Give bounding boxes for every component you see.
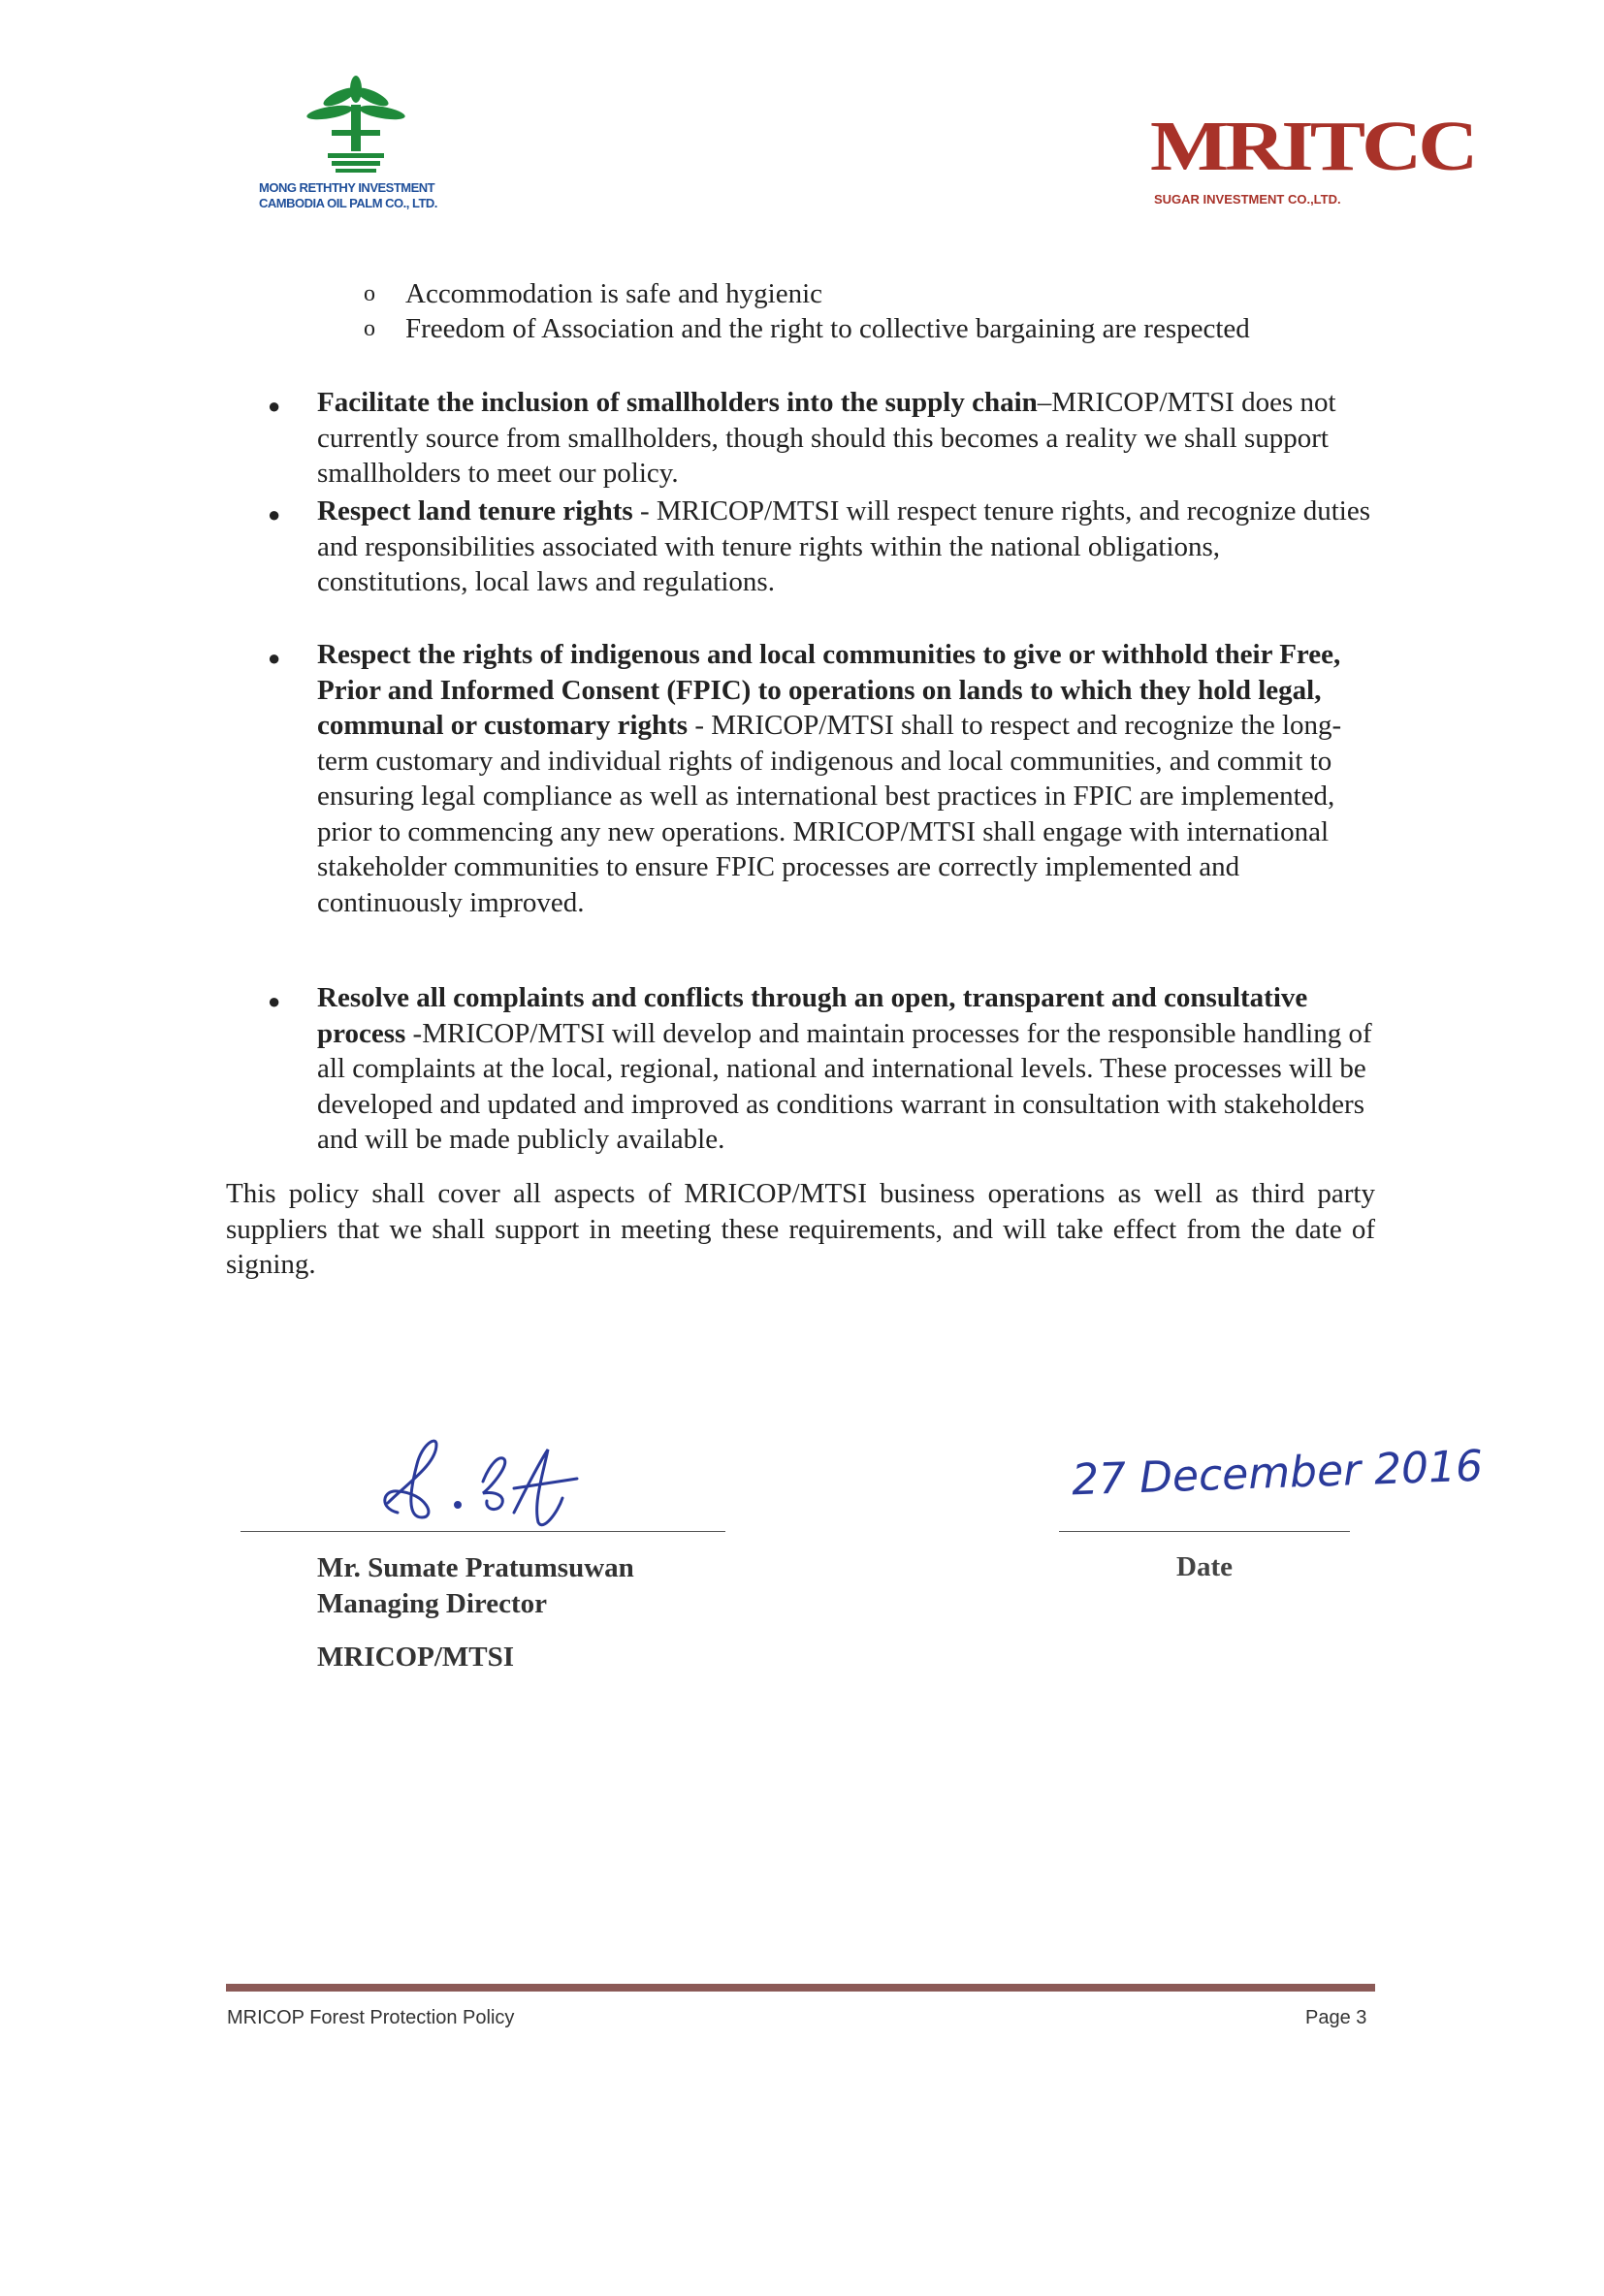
date-line: [1059, 1531, 1350, 1532]
bullet-icon: ●: [268, 394, 281, 418]
signatory-org: MRICOP/MTSI: [317, 1642, 514, 1673]
right-logo-mark: MRITCC: [1150, 106, 1475, 186]
bullet-body: - MRICOP/MTSI shall to respect and recognize the long-term customary and individual rights of indigenous and local communities, and commit to ensuring legal compliance as well as international best practices in FPIC are implemented, prior to commencing any new operations. MRICOP/MTSI shall engage with international stakeholder communities to ensure FPIC processes are correctly implemented and continuously improved.: [317, 710, 1342, 918]
signature-image: [369, 1435, 601, 1542]
bullet-item: [317, 637, 1374, 920]
sub-item: Accommodation is safe and hygienic: [405, 278, 823, 309]
footer-divider: [226, 1984, 1375, 1992]
bullet-body: –MRICOP/MTSI does not currently source from smallholders, though should this becomes a reality we shall support smallholders to meet our policy.: [317, 387, 1336, 489]
bullet-heading: Respect land tenure rights: [317, 495, 633, 526]
closing-paragraph: This policy shall cover all aspects of MRICOP/MTSI business operations as well as third party suppliers that we shall support in meeting these requirements, and will take effect from the date of signing.: [226, 1178, 1375, 1280]
left-logo-text: [259, 180, 437, 211]
bullet-icon: ●: [268, 502, 281, 526]
signature-line: [241, 1531, 725, 1532]
sub-bullet-icon: o: [364, 316, 375, 341]
left-logo-line-1: MONG RETHTHY INVESTMENT: [259, 180, 435, 195]
left-logo-line-2: CAMBODIA OIL PALM CO., LTD.: [259, 196, 437, 210]
bullet-heading: Respect the rights of indigenous and local communities to give or withhold their Free, Prior and Informed Consent (FPIC) to operations on lands to which they hold legal, communal or customary rights: [317, 639, 1341, 741]
page-number: Page 3: [1305, 2007, 1367, 2028]
bullet-item: [317, 385, 1374, 492]
palm-tree-icon: [303, 76, 409, 180]
bullet-item: [317, 494, 1374, 600]
date-label: Date: [1176, 1551, 1233, 1582]
sub-item: Freedom of Association and the right to collective bargaining are respected: [405, 313, 1250, 344]
bullet-icon: ●: [268, 989, 281, 1013]
bullet-item: [317, 980, 1374, 1158]
company-logo-right: [1140, 105, 1475, 211]
footer-title: MRICOP Forest Protection Policy: [227, 2007, 515, 2028]
right-logo-text: SUGAR INVESTMENT CO.,LTD.: [1154, 192, 1341, 207]
bullet-body: - MRICOP/MTSI will respect tenure rights, and recognize duties and responsibilities associated with tenure rights within the national obligations, constitutions, local laws and regulations.: [317, 495, 1370, 597]
bullet-body: -MRICOP/MTSI will develop and maintain processes for the responsible handling of all complaints at the local, regional, national and international levels. These processes will be developed and updated and improved as conditions warrant in consultation with stakeholders and will be made publicly available.: [317, 1017, 1372, 1155]
bullet-icon: ●: [268, 646, 281, 670]
handwritten-date: 27 December 2016: [1071, 1441, 1484, 1506]
bullet-heading: Facilitate the inclusion of smallholders into the supply chain: [317, 387, 1038, 418]
signatory-name: Mr. Sumate Pratumsuwan: [317, 1552, 634, 1583]
sub-bullet-icon: o: [364, 281, 375, 306]
bullet-heading: Resolve all complaints and conflicts through an open, transparent and consultative process: [317, 982, 1308, 1049]
signatory-title: Managing Director: [317, 1588, 548, 1619]
